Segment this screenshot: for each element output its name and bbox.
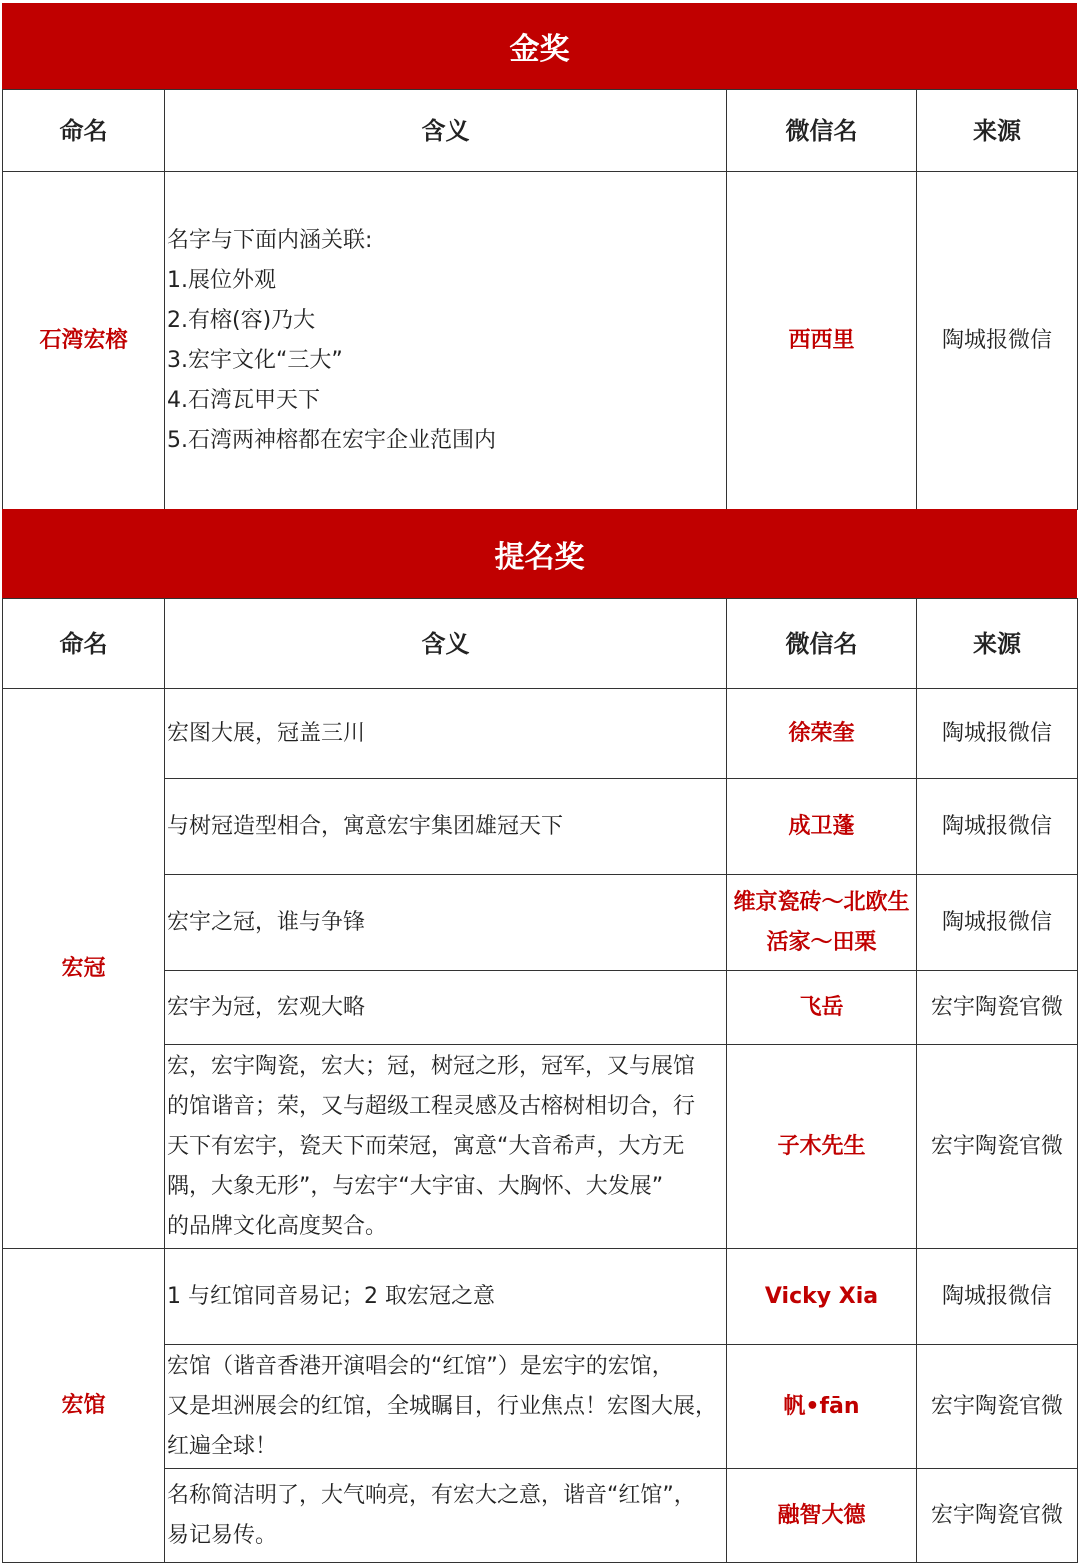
wechat-line: 融智大德 [777,1502,866,1528]
meaning-line: 1 与红馆同音易记；2 取宏冠之意 [167,1283,495,1309]
entry-wechat [727,971,917,1045]
entry-wechat [727,689,917,779]
wechat-line: 活家～田栗 [766,929,877,955]
entry-wechat [727,1249,917,1345]
entry-source: 陶城报微信 [917,1249,1078,1345]
meaning-line: 1.展位外观 [167,267,276,293]
entry-wechat [727,779,917,875]
entry-meaning [165,1249,727,1345]
entry-source: 陶城报微信 [917,689,1078,779]
wechat-line: 维京瓷砖～北欧生 [733,889,910,915]
entry-wechat [727,1345,917,1469]
wechat-line: 子木先生 [777,1133,866,1159]
header-name: 命名 [3,599,165,689]
meaning-line: 又是坦洲展会的红馆，全城瞩目，行业焦点！宏图大展， [167,1393,718,1419]
gold-award-banner [2,3,1077,89]
meaning-line: 名字与下面内涵关联: [167,227,373,253]
entry-meaning [165,1045,727,1249]
entry-source: 陶城报微信 [917,779,1078,875]
table-row [3,875,1078,971]
wechat-line: 帆•fān [783,1393,860,1419]
header-meaning: 含义 [165,90,727,172]
entry-wechat: 西西里 [727,172,917,510]
meaning-line: 红遍全球！ [167,1433,278,1459]
entry-source: 宏宇陶瓷官微 [917,1345,1078,1469]
wechat-line: 成卫蓬 [788,813,855,839]
wechat-line: 徐荣奎 [788,720,855,746]
table-row [3,1469,1078,1563]
entry-meaning [165,1345,727,1469]
table-row [3,971,1078,1045]
entry-source: 宏宇陶瓷官微 [917,971,1078,1045]
gold-award-title: 金奖 [509,32,570,67]
group-name: 宏馆 [3,1249,165,1563]
entry-source: 宏宇陶瓷官微 [917,1469,1078,1563]
meaning-line: 的品牌文化高度契合。 [167,1213,388,1239]
meaning-line: 天下有宏宇，瓷天下而荣冠，寓意“大音希声，大方无 [167,1133,685,1159]
wechat-line: 飞岳 [799,994,844,1020]
nomination-award-title: 提名奖 [494,539,585,575]
wechat-line: Vicky Xia [764,1283,879,1309]
meaning-line: 宏，宏宇陶瓷，宏大；冠，树冠之形，冠军，又与展馆 [167,1053,696,1079]
entry-name: 石湾宏榕 [3,172,165,510]
table-row [3,1249,1078,1345]
entry-meaning [165,689,727,779]
table-row [3,1045,1078,1249]
table-row [3,1345,1078,1469]
nomination-award-banner [2,509,1077,598]
entry-wechat [727,875,917,971]
table-row [3,172,1078,510]
entry-meaning [165,875,727,971]
gold-award-table [2,89,1078,510]
table-row [3,779,1078,875]
group-name: 宏冠 [3,689,165,1249]
table-row [3,689,1078,779]
meaning-line: 宏图大展，冠盖三川 [167,720,366,746]
header-wechat: 微信名 [727,599,917,689]
meaning-line: 的馆谐音；荣，又与超级工程灵感及古榕树相切合，行 [167,1093,696,1119]
table-header-row [3,90,1078,172]
meaning-line: 5.石湾两神榕都在宏宇企业范围内 [167,427,496,453]
meaning-line: 4.石湾瓦甲天下 [167,387,320,413]
entry-meaning [165,971,727,1045]
entry-meaning [165,172,727,510]
entry-source: 陶城报微信 [917,172,1078,510]
meaning-line: 隅，大象无形”，与宏宇“大宇宙、大胸怀、大发展” [167,1173,664,1199]
header-source: 来源 [917,90,1078,172]
meaning-line: 宏宇为冠，宏观大略 [167,994,366,1020]
meaning-line: 易记易传。 [167,1522,278,1548]
table-header-row [3,599,1078,689]
meaning-line: 3.宏宇文化“三大” [167,347,343,373]
meaning-line: 2.有榕(容)乃大 [167,307,316,333]
header-wechat: 微信名 [727,90,917,172]
meaning-line: 宏馆（谐音香港开演唱会的“红馆”）是宏宇的宏馆， [167,1353,674,1379]
header-name: 命名 [3,90,165,172]
entry-wechat [727,1045,917,1249]
entry-source: 宏宇陶瓷官微 [917,1045,1078,1249]
entry-meaning [165,779,727,875]
header-meaning: 含义 [165,599,727,689]
header-source: 来源 [917,599,1078,689]
nomination-award-table [2,598,1078,1563]
meaning-line: 名称简洁明了，大气响亮，有宏大之意，谐音“红馆”， [167,1482,696,1508]
meaning-line: 与树冠造型相合，寓意宏宇集团雄冠天下 [167,813,564,839]
entry-wechat [727,1469,917,1563]
entry-source: 陶城报微信 [917,875,1078,971]
entry-meaning [165,1469,727,1563]
meaning-line: 宏宇之冠，谁与争锋 [167,909,366,935]
